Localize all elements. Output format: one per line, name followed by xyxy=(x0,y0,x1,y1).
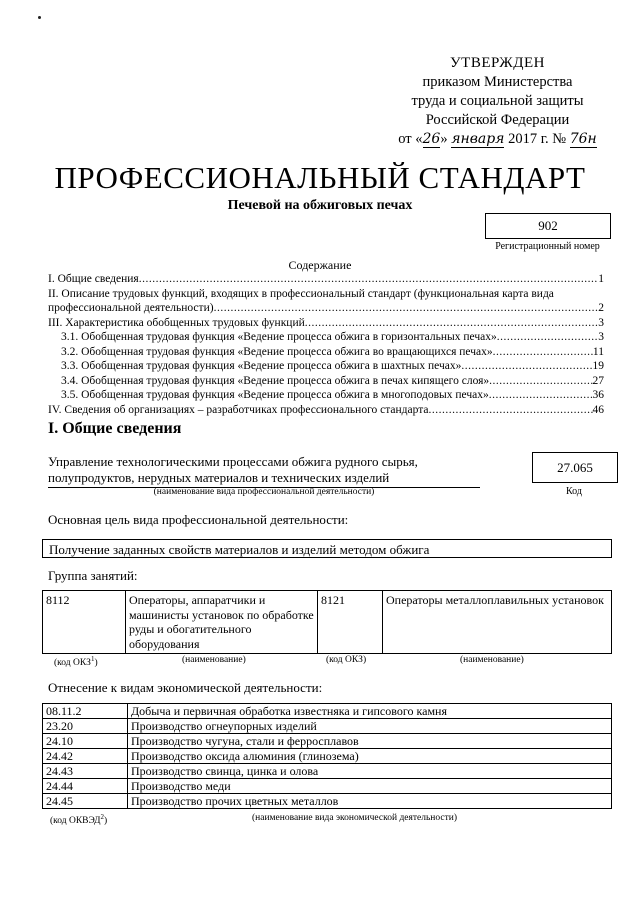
handwritten-month: января xyxy=(451,131,505,147)
toc-item[interactable]: 3.4. Обобщенная трудовая функция «Ведение процесса обжига в печах кипящего слоя» ..... 27 xyxy=(48,374,604,389)
approval-line: приказом Министерства xyxy=(422,74,573,90)
activity-caption: (наименование вида профессиональной деятельности) xyxy=(153,487,375,497)
okz-name-caption: (наименование) xyxy=(460,655,524,665)
handwritten-day: 26 xyxy=(422,131,441,147)
approval-title: УТВЕРЖДЕН xyxy=(450,55,545,71)
activity-name: Управление технологическими процессами обжига рудного сырья, полупродуктов, нерудных материалов и технических изделий xyxy=(48,454,418,485)
economic-activity-table xyxy=(42,703,612,809)
toc-heading: Содержание xyxy=(288,258,352,272)
table-row: 24.44 Производство меди xyxy=(43,779,612,794)
document-title: ПРОФЕССИОНАЛЬНЫЙ СТАНДАРТ xyxy=(54,160,586,195)
okz-code-caption: (код ОКЗ) xyxy=(326,655,367,665)
okz-name: Операторы металлоплавильных установок xyxy=(383,591,612,654)
okved-code-caption: (код ОКВЭД$^2$) xyxy=(50,813,108,827)
registration-label: Регистрационный номер xyxy=(495,241,600,252)
scan-speck xyxy=(38,16,41,19)
toc-item[interactable]: 3.2. Обобщенная трудовая функция «Ведение процесса обжига во вращающихся печах» ..... 11 xyxy=(48,345,604,360)
registration-number-box: 902 xyxy=(485,213,611,239)
goal-label: Основная цель вида профессиональной деятельности: xyxy=(48,512,349,527)
section-title: I. Общие сведения xyxy=(48,420,182,437)
group-label: Группа занятий: xyxy=(48,568,138,583)
table-row: 24.45 Производство прочих цветных металлов xyxy=(43,794,612,809)
toc-item[interactable]: III. Характеристика обобщенных трудовых функций ..... 3 xyxy=(48,316,604,331)
table-row xyxy=(43,591,612,654)
toc-item[interactable]: IV. Сведения об организациях – разработчиках профессионального стандарта ..... 46 xyxy=(48,403,604,418)
toc-item[interactable]: 3.1. Обобщенная трудовая функция «Ведение процесса обжига в горизонтальных печах» ..... 3 xyxy=(48,330,604,345)
toc-item[interactable]: I. Общие сведения ..... 1 xyxy=(48,272,604,287)
toc-item-wrap-line[interactable]: II. Описание трудовых функций, входящих в профессиональный стандарт (функциональная карта вида xyxy=(48,287,554,300)
toc-item[interactable]: 3.3. Обобщенная трудовая функция «Ведение процесса обжига в шахтных печах» ..... 19 xyxy=(48,359,604,374)
econ-label: Отнесение к видам экономической деятельности: xyxy=(48,680,323,695)
toc-item[interactable]: профессиональной деятельности) ..... 2 xyxy=(48,301,604,316)
approval-line: Российской Федерации xyxy=(425,112,570,128)
okved-name-caption: (наименование вида экономической деятельности) xyxy=(252,813,457,823)
table-of-contents xyxy=(48,272,604,417)
table-row: 08.11.2 Добыча и первичная обработка известняка и гипсового камня xyxy=(43,704,612,719)
okz-code: 8112 xyxy=(43,591,126,654)
toc-item[interactable]: 3.5. Обобщенная трудовая функция «Ведение процесса обжига в многоподовых печах» ..... 36 xyxy=(48,388,604,403)
okz-name-caption: (наименование) xyxy=(182,655,246,665)
occupation-group-table xyxy=(42,590,612,654)
activity-code-label: Код xyxy=(566,486,582,497)
approval-line: труда и социальной защиты xyxy=(411,93,584,109)
table-row: 23.20 Производство огнеупорных изделий xyxy=(43,719,612,734)
activity-code-box: 27.065 xyxy=(532,452,618,483)
table-row: 24.10 Производство чугуна, стали и ферросплавов xyxy=(43,734,612,749)
goal-box: Получение заданных свойств материалов и изделий методом обжига xyxy=(42,539,612,558)
okz-code-caption: (код ОКЗ$^1$) xyxy=(54,655,98,669)
document-subtitle: Печевой на обжиговых печах xyxy=(227,198,413,213)
table-row: 24.43 Производство свинца, цинка и олова xyxy=(43,764,612,779)
okz-name: Операторы, аппаратчики и машинисты установок по обработке руды и обогатительного оборудования xyxy=(126,591,318,654)
okz-code: 8121 xyxy=(318,591,383,654)
table-row: 24.42 Производство оксида алюминия (глинозема) xyxy=(43,749,612,764)
handwritten-number: 76н xyxy=(569,131,597,147)
approval-date: от «26» января 2017 г. № 76н xyxy=(398,131,597,147)
approval-stamp xyxy=(395,54,600,149)
